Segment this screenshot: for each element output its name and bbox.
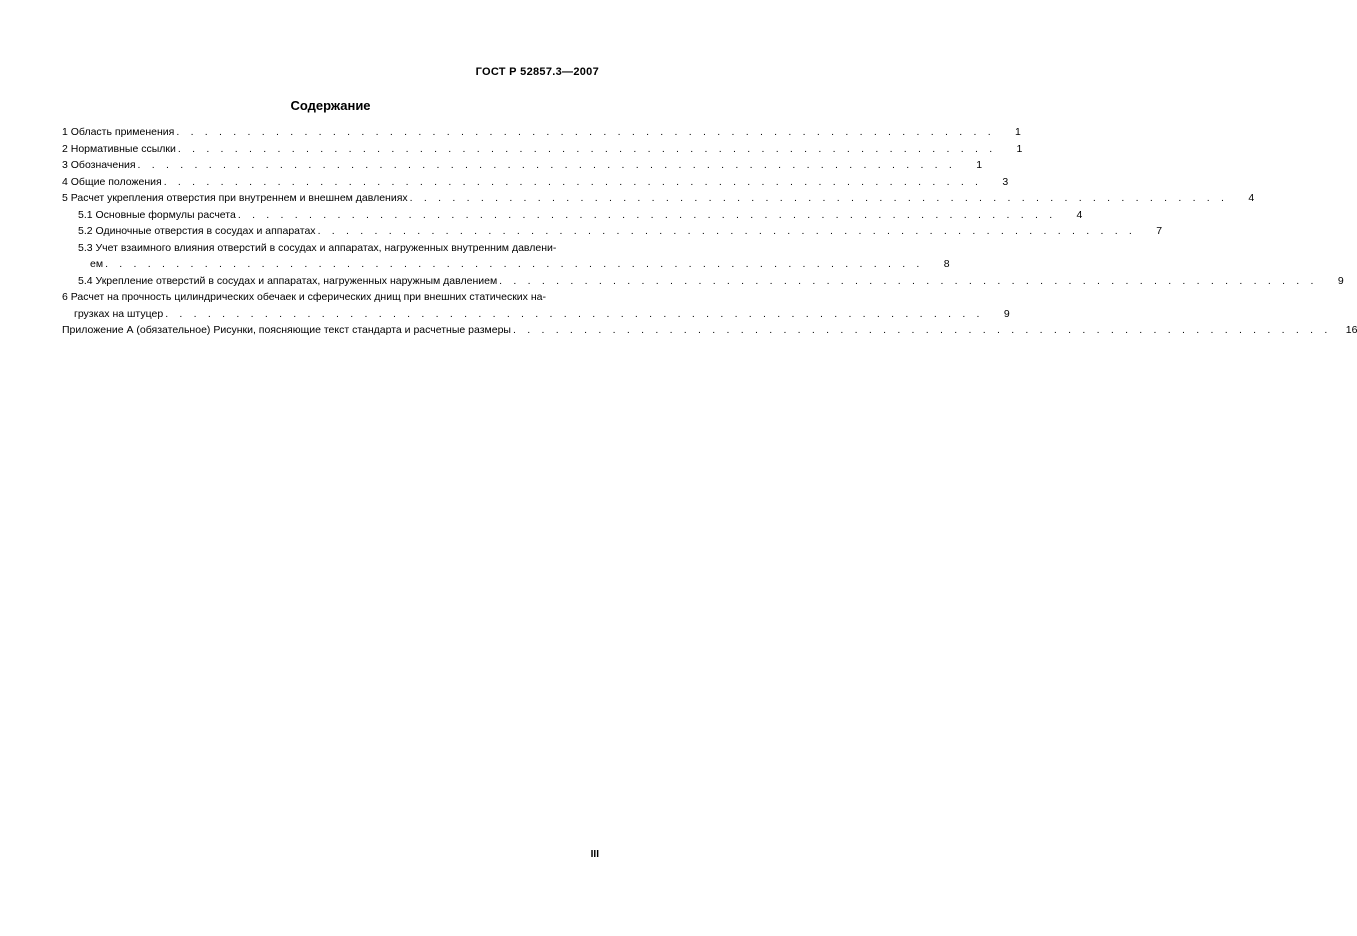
toc-entry-3[interactable] [62, 157, 983, 174]
toc-entry-4[interactable] [62, 174, 1009, 191]
toc-entry-text: 3 Обозначения [62, 157, 138, 174]
dot-leader: . . . . . . . . . . . . . . . . . . . . . . . . . . . . . . . . . . . . . . . . . . . . . . . . . . . . . . . . . . [177, 142, 997, 155]
toc-entry-text: 5.2 Одиночные отверстия в сосудах и аппаратах [78, 223, 318, 240]
dot-leader: . . . . . . . . . . . . . . . . . . . . . . . . . . . . . . . . . . . . . . . . . . . . . . . . . . . . . . . . . . [499, 274, 1318, 287]
dot-leader: . . . . . . . . . . . . . . . . . . . . . . . . . . . . . . . . . . . . . . . . . . . . . . . . . . . . . . . . . . [105, 258, 924, 270]
toc-entry-page: 1 [976, 159, 983, 171]
toc-entry-5-2[interactable] [62, 223, 1163, 240]
toc-entry-text: 2 Нормативные ссылки [62, 141, 178, 158]
toc-entry-text: 1 Область применения [62, 124, 176, 141]
dot-leader: . . . . . . . . . . . . . . . . . . . . . . . . . . . . . . . . . . . . . . . . . . . . . . . . . . . . . . . . . . [176, 126, 995, 138]
toc-entry-2[interactable] [62, 141, 1023, 158]
toc-entry-text-line2: ем [90, 256, 105, 273]
dot-leader: . . . . . . . . . . . . . . . . . . . . . . . . . . . . . . . . . . . . . . . . . . . . . . . . . . . . . . . . . . [317, 225, 1137, 237]
toc-entry-page: 1 [1014, 126, 1021, 138]
toc-entry-text-line1: 5.3 Учет взаимного влияния отверстий в сосудах и аппаратах, нагруженных внутренним давлени- [78, 241, 557, 254]
toc-entry-5-3[interactable] [62, 240, 950, 273]
dot-leader: . . . . . . . . . . . . . . . . . . . . . . . . . . . . . . . . . . . . . . . . . . . . . . . . . . . . . . . . . . [165, 307, 984, 320]
toc-entry-text: 5 Расчет укрепления отверстия при внутреннем и внешнем давлениях [62, 190, 410, 207]
standard-code: ГОСТ Р 52857.3—2007 [475, 66, 599, 78]
dot-leader: . . . . . . . . . . . . . . . . . . . . . . . . . . . . . . . . . . . . . . . . . . . . . . . . . . . . . . . . . . [237, 208, 1057, 221]
dot-leader: . . . . . . . . . . . . . . . . . . . . . . . . . . . . . . . . . . . . . . . . . . . . . . . . . . . . . . . . . . [512, 324, 1332, 336]
dot-leader: . . . . . . . . . . . . . . . . . . . . . . . . . . . . . . . . . . . . . . . . . . . . . . . . . . . . . . . . . . [137, 159, 957, 171]
toc-entry-page: 9 [1337, 274, 1344, 287]
toc-entry-1[interactable] [62, 124, 1021, 141]
toc-entry-text: 5.1 Основные формулы расчета [78, 207, 238, 224]
page-number: III [590, 849, 599, 860]
toc-entry-page: 9 [1003, 307, 1010, 320]
toc-entry-text: 4 Общие положения [62, 174, 164, 191]
toc-title: Содержание [290, 98, 371, 113]
toc-entry-page: 8 [943, 258, 950, 270]
toc-entry-5[interactable] [62, 190, 1255, 207]
toc-entry-page: 16 [1345, 324, 1357, 336]
toc-entry-page: 1 [1016, 142, 1023, 155]
table-of-contents [62, 124, 1357, 339]
toc-entry-text-line1: 6 Расчет на прочность цилиндрических обечаек и сферических днищ при внешних статических на- [62, 291, 546, 303]
toc-entry-text: 5.4 Укрепление отверстий в сосудах и аппаратах, нагруженных наружным давлением [78, 273, 499, 290]
toc-entry-5-1[interactable] [62, 207, 1083, 224]
toc-entry-5-4[interactable] [62, 273, 1344, 290]
toc-entry-6[interactable] [62, 289, 1010, 322]
toc-entry-text-line2: грузках на штуцер [74, 306, 165, 323]
toc-entry-text: Приложение А (обязательное) Рисунки, поясняющие текст стандарта и расчетные размеры [62, 322, 513, 339]
dot-leader: . . . . . . . . . . . . . . . . . . . . . . . . . . . . . . . . . . . . . . . . . . . . . . . . . . . . . . . . . . [409, 192, 1229, 204]
toc-entry-page: 4 [1076, 208, 1083, 221]
toc-entry-appendix-a[interactable] [62, 322, 1357, 339]
toc-entry-page: 7 [1156, 225, 1163, 237]
toc-entry-page: 3 [1002, 175, 1009, 188]
dot-leader: . . . . . . . . . . . . . . . . . . . . . . . . . . . . . . . . . . . . . . . . . . . . . . . . . . . . . . . . . . [163, 175, 983, 188]
toc-entry-page: 4 [1248, 192, 1255, 204]
